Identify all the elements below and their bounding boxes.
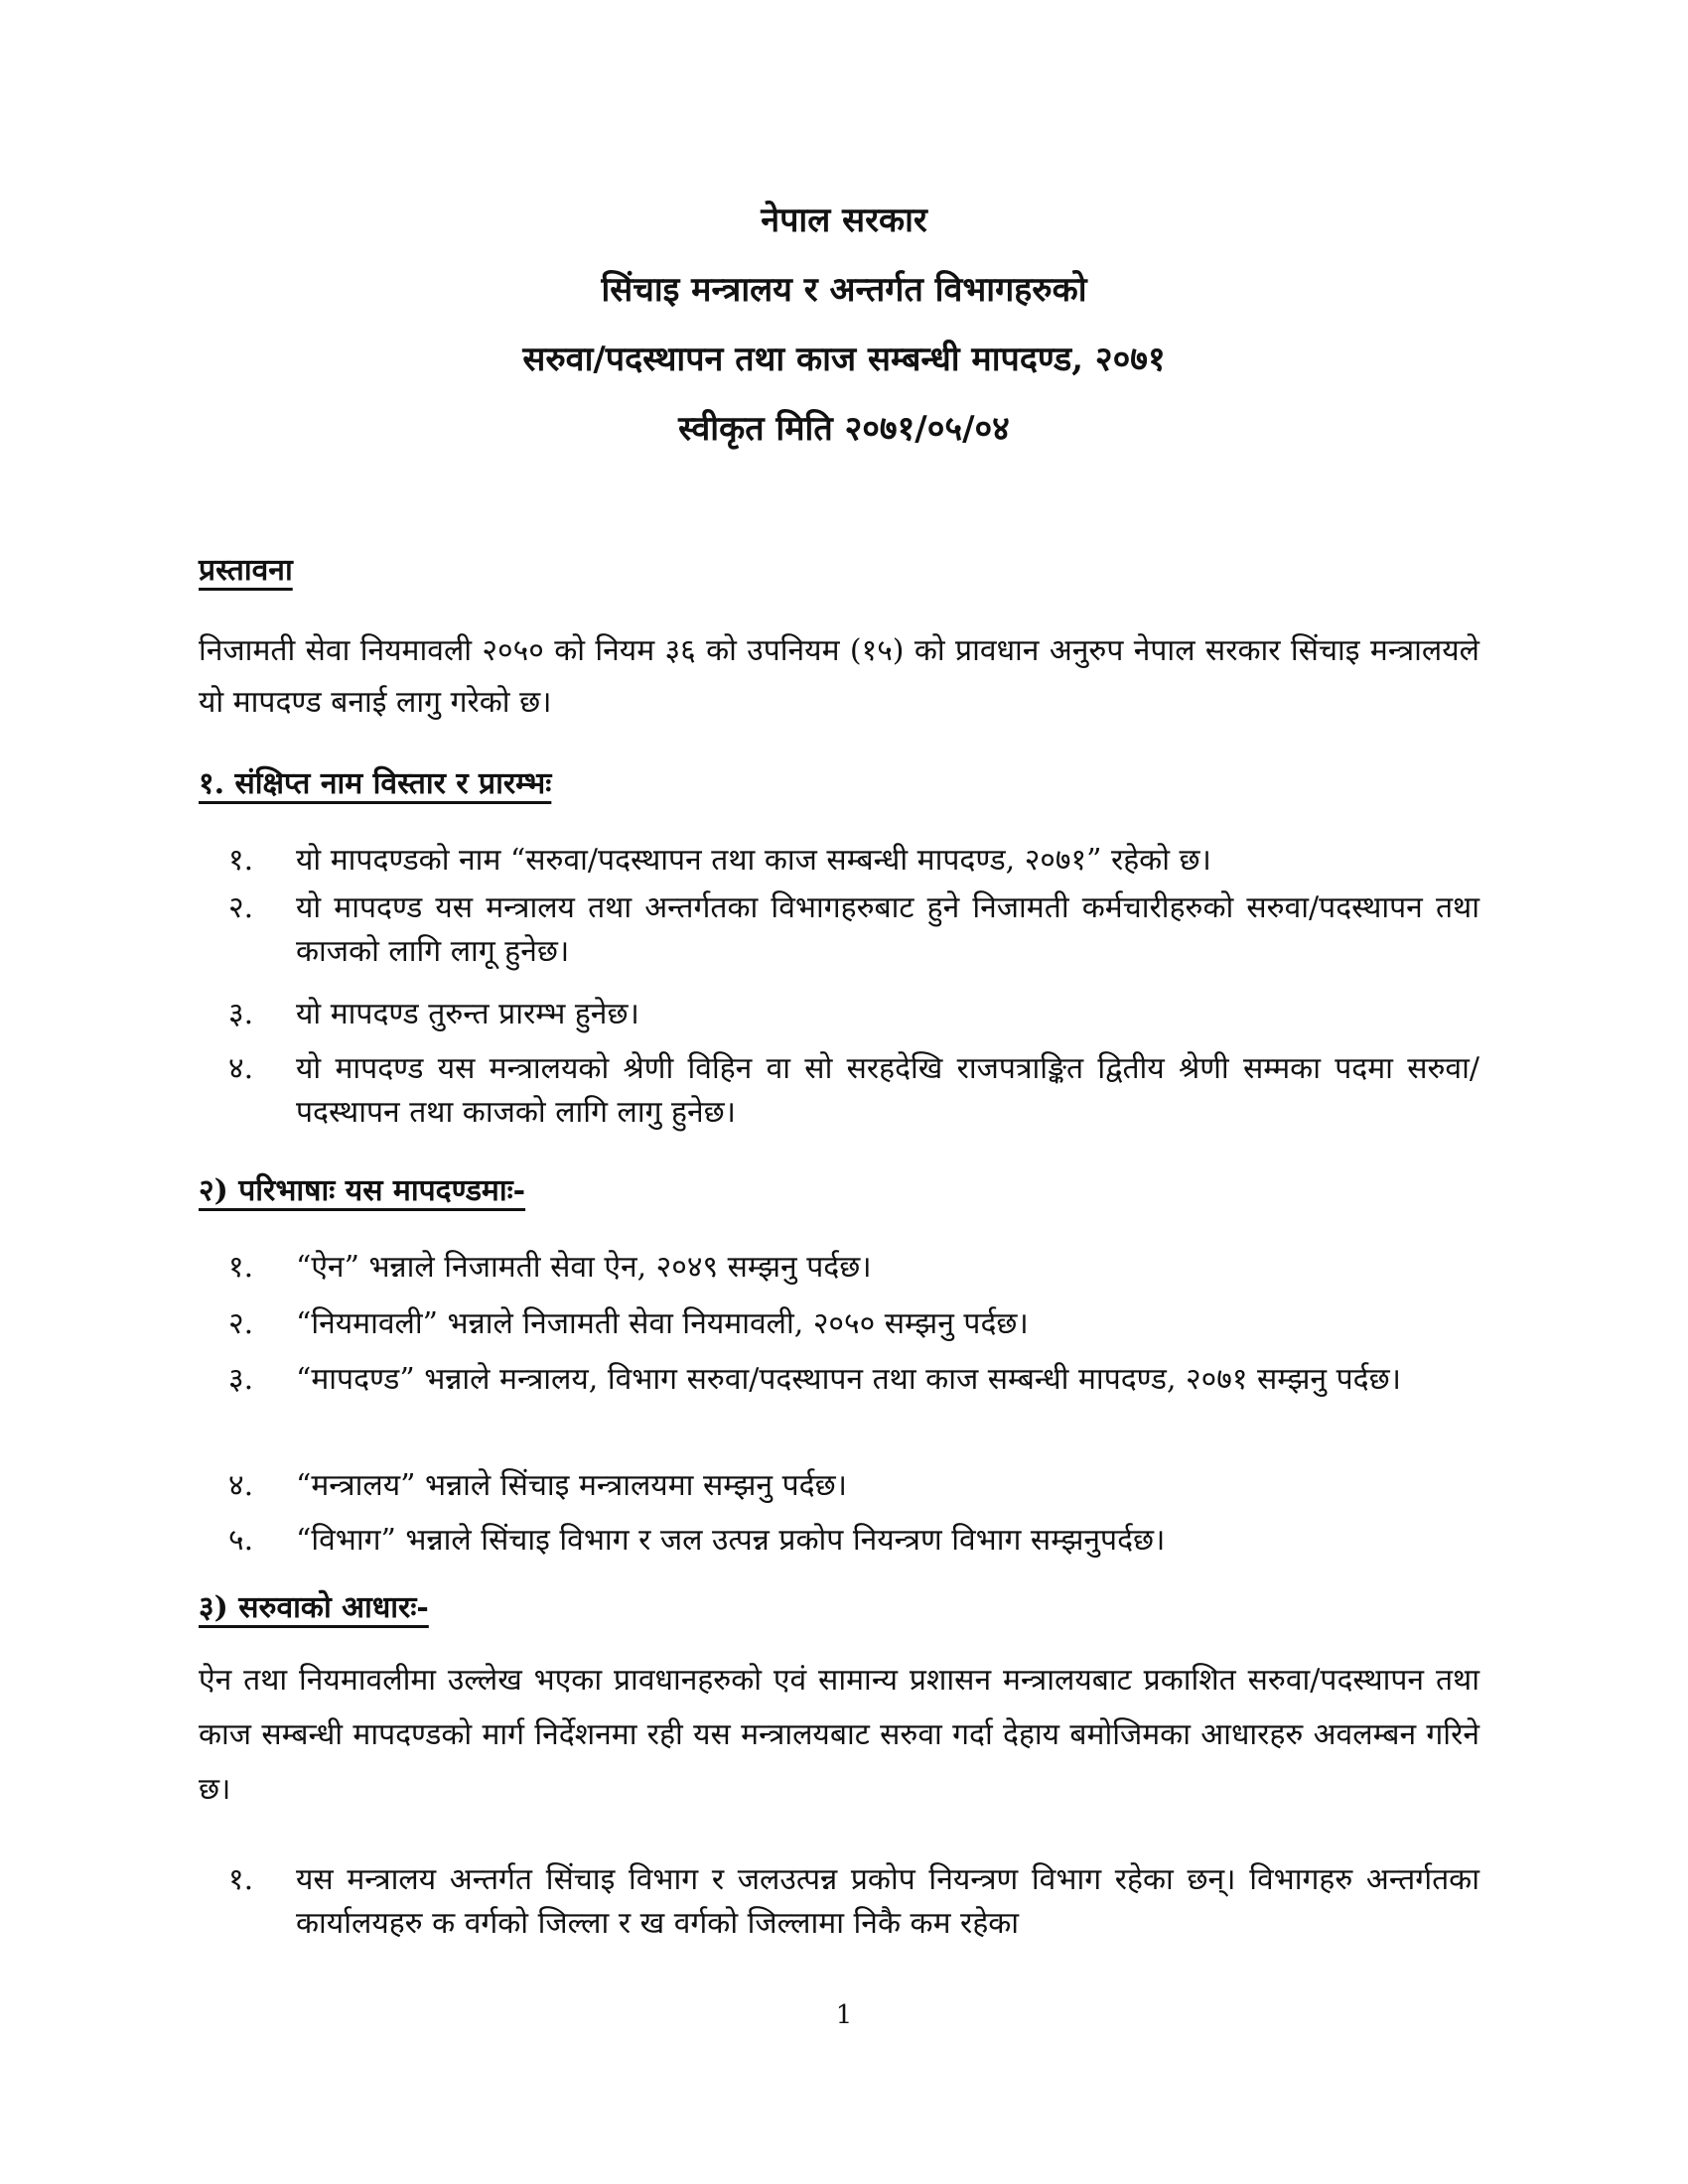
section2-item [228,1246,1479,1290]
item-number: ५. [228,1523,254,1558]
section2-heading: २) परिभाषाः यस मापदण्डमाः- [199,1173,526,1208]
section3-item [228,1858,1479,1946]
item-text: यो मापदण्ड यस मन्त्रालयको श्रेणी विहिन वा सो सरहदेखि राजपत्राङ्कित द्वितीय श्रेणी सम्मका पदमा सरुवा/पदस्थापन तथा काजको लागि लागु हुनेछ। [296,1051,1479,1130]
item-text: यस मन्त्रालय अन्तर्गत सिंचाइ विभाग र जलउत्पन्न प्रकोप नियन्त्रण विभाग रहेका छन्। विभागहरु अन्तर्गतका कार्यालयहरु क वर्गको जिल्ला र ख वर्गको जिल्लामा निकै कम रहेका [296,1862,1479,1941]
section2-item [228,1358,1479,1402]
item-number: १. [228,843,254,878]
item-text: यो मापदण्डको नाम “सरुवा/पदस्थापन तथा काज सम्बन्धी मापदण्ड, २०७१” रहेको छ। [296,843,1211,878]
section2-item [228,1464,1479,1508]
header-ministry: सिंचाइ मन्त्रालय र अन्तर्गत विभागहरुको [601,270,1087,310]
header-document-title: सरुवा/पदस्थापन तथा काज सम्बन्धी मापदण्ड, २०७१ [522,340,1166,379]
item-number: १. [228,1862,254,1897]
item-text: यो मापदण्ड तुरुन्त प्रारम्भ हुनेछ। [296,997,639,1031]
item-text: “विभाग” भन्नाले सिंचाइ विभाग र जल उत्पन्न प्रकोप नियन्त्रण विभाग सम्झनुपर्दछ। [296,1523,1166,1558]
item-number: ३. [228,997,254,1031]
section1-item [228,1047,1479,1135]
item-text: “ऐन” भन्नाले निजामती सेवा ऐन, २०४९ सम्झनु पर्दछ। [296,1250,872,1285]
item-number: ४. [228,1051,254,1086]
item-text: “नियमावली” भन्नाले निजामती सेवा नियमावली, २०५० सम्झनु पर्दछ। [296,1306,1029,1341]
page-number: 1 [835,2000,853,2030]
section1-item [228,887,1479,974]
section1-item [228,993,1479,1036]
preamble-heading: प्रस्तावना [199,553,293,588]
preamble-paragraph: निजामती सेवा नियमावली २०५० को नियम ३६ को उपनियम (१५) को प्रावधान अनुरुप नेपाल सरकार सिंचाइ मन्त्रालयले यो मापदण्ड बनाई लागु गरेको छ। [199,633,1479,720]
item-number: २. [228,890,254,925]
section3-intro-paragraph: ऐन तथा नियमावलीमा उल्लेख भएका प्रावधानहरुको एवं सामान्य प्रशासन मन्त्रालयबाट प्रकाशित सरुवा/पदस्थापन तथा काज सम्बन्धी मापदण्डको मार्ग निर्देशनमा रही यस मन्त्रालयबाट सरुवा गर्दा देहाय बमोजिमका आधारहरु अवलम्बन गरिने छ। [199,1663,1479,1807]
section2-item [228,1519,1479,1563]
section3-heading: ३) सरुवाको आधारः- [199,1590,429,1625]
section1-item [228,839,1479,883]
header-government: नेपाल सरकार [761,201,927,240]
item-text: यो मापदण्ड यस मन्त्रालय तथा अन्तर्गतका विभागहरुबाट हुने निजामती कर्मचारीहरुको सरुवा/पदस्थापन तथा काजको लागि लागू हुनेछ। [296,890,1479,969]
item-number: ४. [228,1468,254,1503]
item-number: १. [228,1250,254,1285]
section1-heading: १. संक्षिप्त नाम विस्तार र प्रारम्भः [199,766,552,801]
header-approval-date: स्वीकृत मिति २०७१/०५/०४ [678,409,1010,449]
item-number: २. [228,1306,254,1341]
item-number: ३. [228,1362,254,1397]
item-text: “मापदण्ड” भन्नाले मन्त्रालय, विभाग सरुवा/पदस्थापन तथा काज सम्बन्धी मापदण्ड, २०७१ सम्झनु पर्दछ। [296,1362,1401,1397]
section2-item [228,1302,1479,1346]
item-text: “मन्त्रालय” भन्नाले सिंचाइ मन्त्रालयमा सम्झनु पर्दछ। [296,1468,847,1503]
